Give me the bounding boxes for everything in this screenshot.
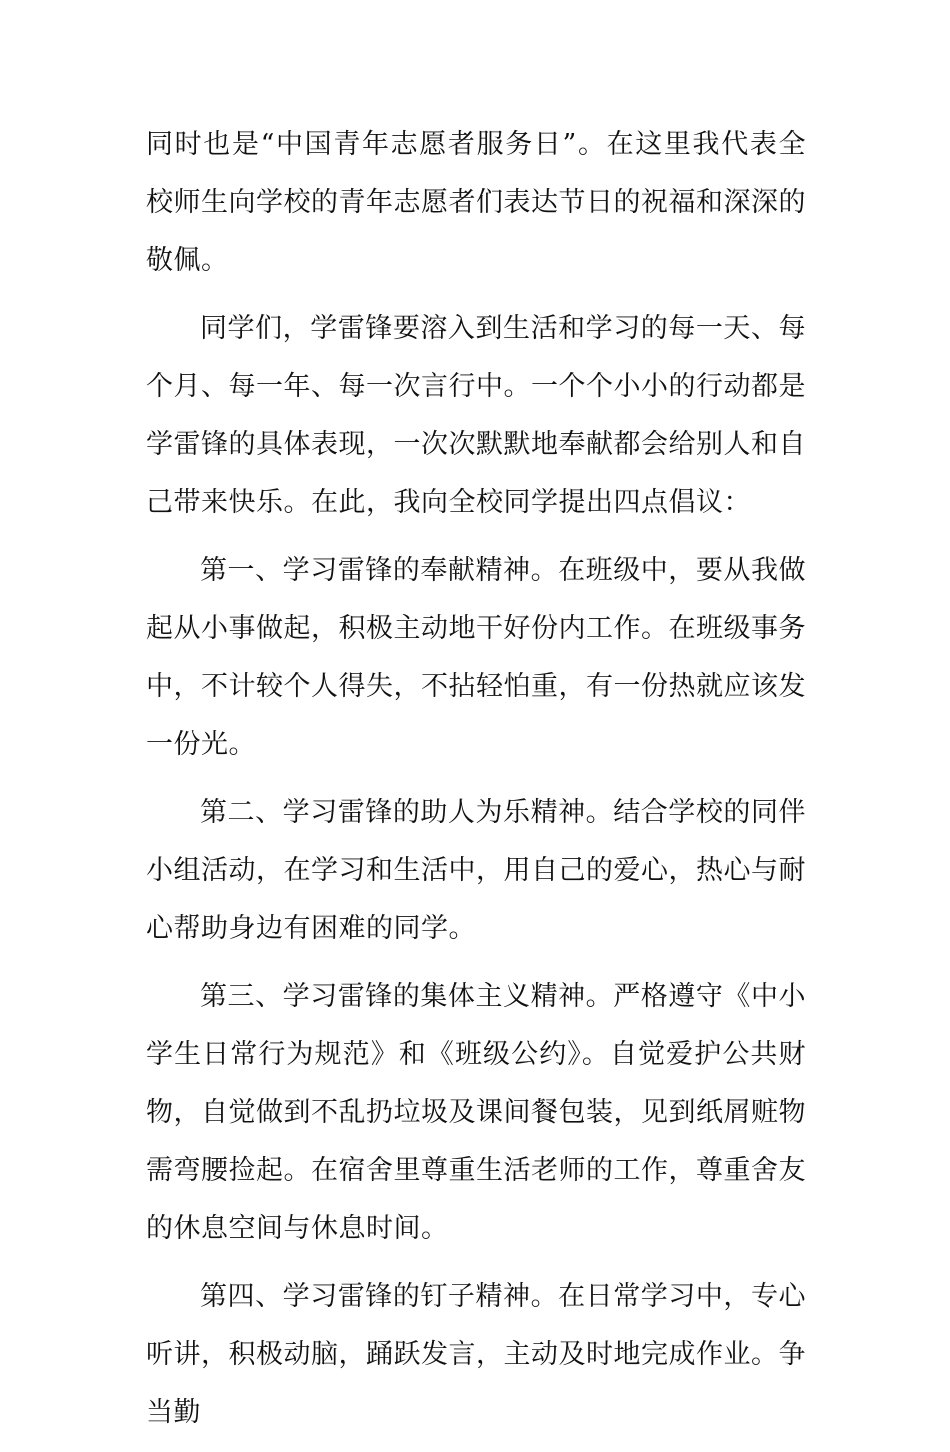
paragraph-call-to-action: 同学们，学雷锋要溶入到生活和学习的每一天、每个月、每一年、每一次言行中。一个个小小的行动都是学雷锋的具体表现，一次次默默地奉献都会给别人和自己带来快乐。在此，我向全校同学提出四点倡议： <box>146 313 806 518</box>
paragraph-proposal-three: 第三、学习雷锋的集体主义精神。严格遵守《中小学生日常行为规范》和《班级公约》。自觉爱护公共财物，自觉做到不乱扔垃圾及课间餐包装，见到纸屑赃物需弯腰捡起。在宿舍里尊重生活老师的工作，尊重舍友的休息空间与休息时间。 <box>146 981 806 1244</box>
paragraph-proposal-one: 第一、学习雷锋的奉献精神。在班级中，要从我做起从小事做起，积极主动地干好份内工作。在班级事务中，不计较个人得失，不拈轻怕重，有一份热就应该发一份光。 <box>146 555 806 760</box>
paragraph-proposal-two: 第二、学习雷锋的助人为乐精神。结合学校的同伴小组活动，在学习和生活中，用自己的爱心，热心与耐心帮助身边有困难的同学。 <box>146 797 806 944</box>
paragraph-proposal-four: 第四、学习雷锋的钉子精神。在日常学习中，专心听讲，积极动脑，踊跃发言，主动及时地完成作业。争当勤 <box>146 1281 806 1428</box>
paragraph-continuation: 同时也是“中国青年志愿者服务日”。在这里我代表全校师生向学校的青年志愿者们表达节日的祝福和深深的敬佩。 <box>146 129 806 276</box>
document-body <box>146 116 806 1452</box>
